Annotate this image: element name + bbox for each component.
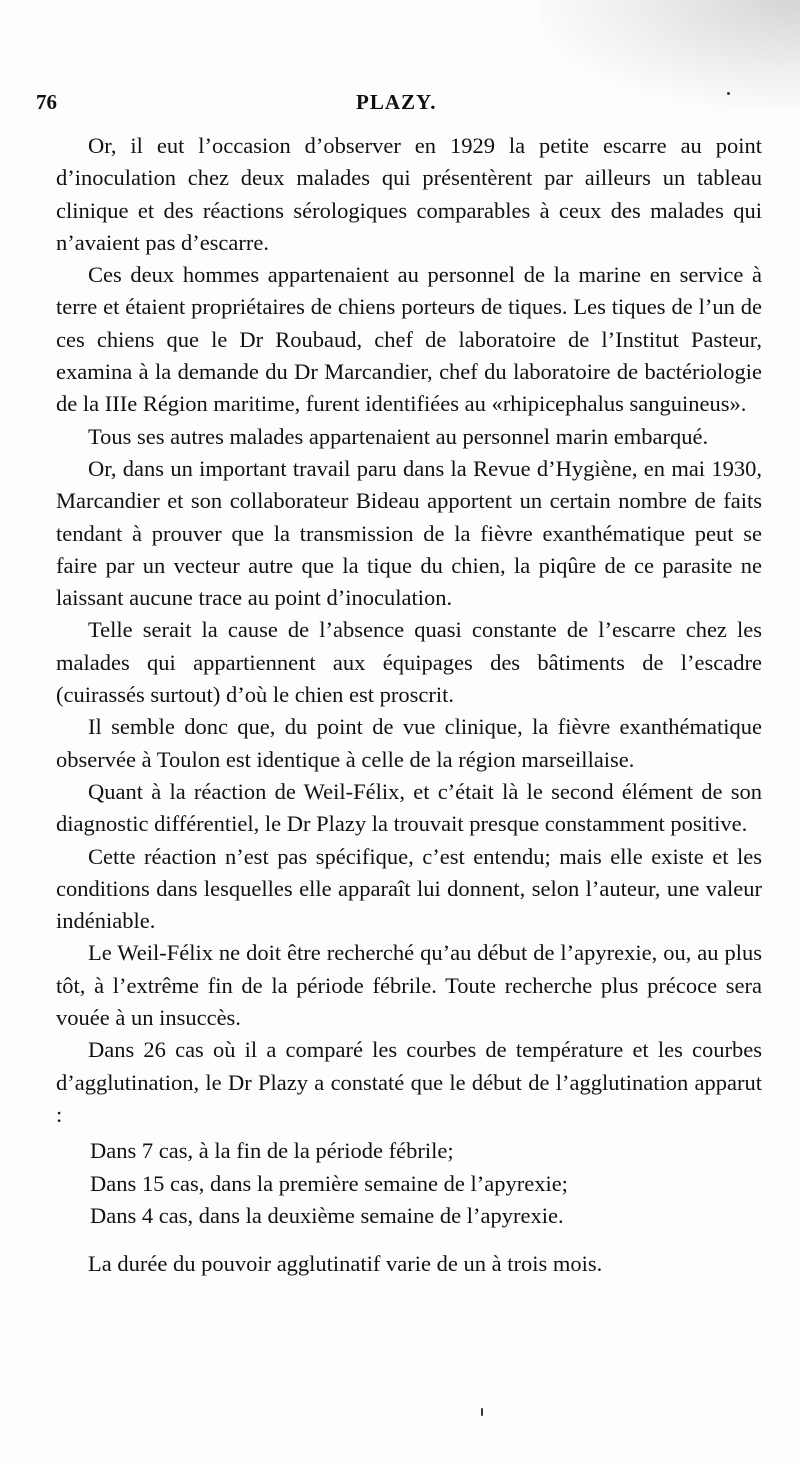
list-item: Dans 4 cas, dans la deuxième semaine de l’apyrexie. bbox=[90, 1202, 564, 1228]
list-item: Dans 15 cas, dans la première semaine de l’apyrexie; bbox=[90, 1170, 568, 1196]
body-text bbox=[56, 130, 762, 1280]
list-item: Dans 7 cas, à la fin de la période fébrile; bbox=[90, 1138, 454, 1164]
paragraph: Dans 26 cas où il a comparé les courbes de température et les courbes d’agglutination, le Dr Plazy a constaté que le début de l’agglutination apparut : bbox=[56, 1037, 762, 1127]
paragraph: Quant à la réaction de Weil-Félix, et c’était là le second élément de son diagnostic différentiel, le Dr Plazy la trouvait presque constamment positive. bbox=[56, 778, 762, 837]
paragraph: Ces deux hommes appartenaient au personnel de la marine en service à terre et étaient propriétaires de chiens porteurs de tiques. Les tiques de l’un de ces chiens que le Dr Roubaud, chef de laboratoire de l’Institut Pasteur, examina à la demande du Dr Marcandier, chef du laboratoire de bactériologie de la IIIe Région maritime, furent identifiées au «rhipicephalus sanguineus». bbox=[56, 262, 762, 417]
page-number: 76 bbox=[36, 90, 57, 114]
running-title: PLAZY. bbox=[356, 90, 437, 114]
paragraph: Cette réaction n’est pas spécifique, c’est entendu; mais elle existe et les conditions dans lesquelles elle apparaît lui donnent, selon l’auteur, une valeur indéniable. bbox=[56, 843, 762, 934]
paragraph: Il semble donc que, du point de vue clinique, la fièvre exanthématique observée à Toulon est identique à celle de la région marseillaise. bbox=[56, 714, 762, 772]
paragraph: Or, dans un important travail paru dans la Revue d’Hygiène, en mai 1930, Marcandier et son collaborateur Bideau apportent un certain nombre de faits tendant à prouver que la transmission de la fièvre exanthématique peut se faire par un vecteur autre que la tique du chien, la piqûre de ce parasite ne laissant aucune trace au point d’inoculation. bbox=[56, 455, 762, 611]
paragraph: Le Weil-Félix ne doit être recherché qu’au début de l’apyrexie, ou, au plus tôt, à l’extrême fin de la période fébrile. Toute recherche plus précoce sera vouée à un insuccès. bbox=[56, 940, 762, 1031]
paragraph: Tous ses autres malades appartenaient au personnel marin embarqué. bbox=[88, 423, 709, 449]
closing-paragraph: La durée du pouvoir agglutinatif varie de un à trois mois. bbox=[88, 1251, 603, 1277]
ink-speck bbox=[727, 92, 730, 95]
paragraph: Or, il eut l’occasion d’observer en 1929 la petite escarre au point d’inoculation chez deux malades qui présentèrent par ailleurs un tableau clinique et des réactions sérologiques comparables à ceux des malades qui n’avaient pas d’escarre. bbox=[56, 133, 762, 255]
running-head bbox=[36, 90, 756, 120]
paragraph: Telle serait la cause de l’absence quasi constante de l’escarre chez les malades qui appartiennent aux équipages des bâtiments de l’escadre (cuirassés surtout) d’où le chien est proscrit. bbox=[56, 617, 762, 708]
case-list bbox=[56, 1135, 762, 1232]
ink-speck bbox=[481, 1408, 483, 1416]
